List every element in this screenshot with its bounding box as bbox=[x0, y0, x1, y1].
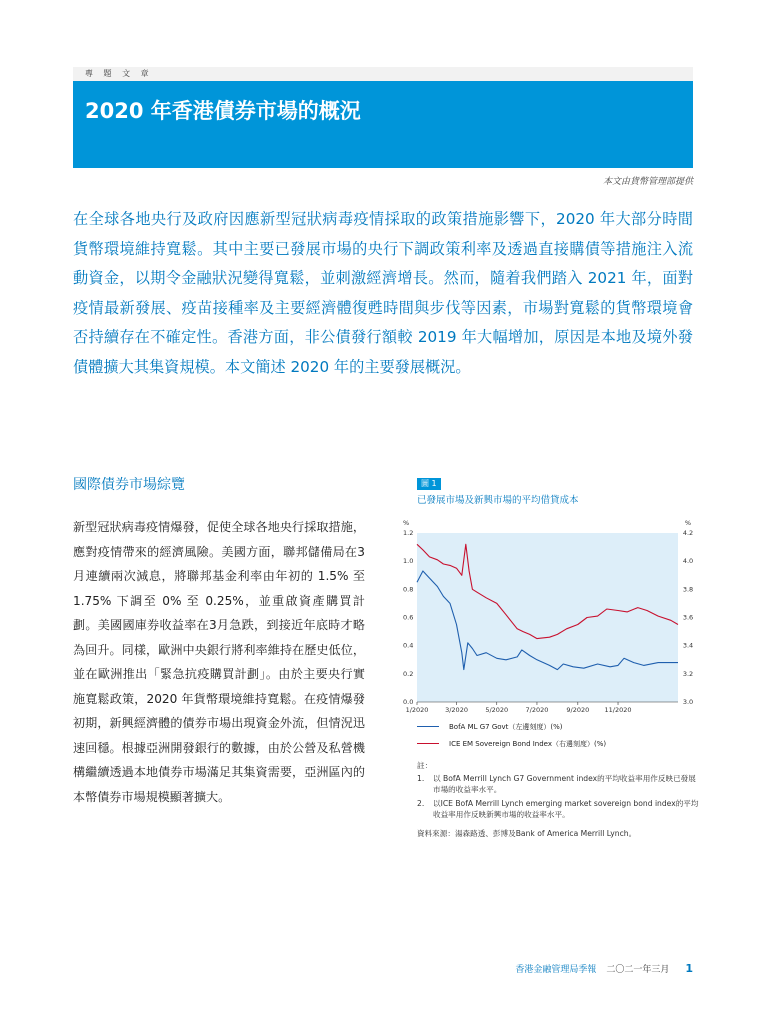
note-number: 1. bbox=[417, 774, 425, 783]
author-credit: 本文由貨幣管理部提供 bbox=[602, 177, 693, 187]
chart-legend bbox=[417, 718, 606, 752]
y-left-tick-label: 0.0 bbox=[403, 698, 414, 706]
y-right-tick-label: 3.6 bbox=[682, 613, 694, 622]
lead-paragraph: 在全球各地央行及政府因應新型冠狀病毒疫情採取的政策措施影響下，2020 年大部分時間貨幣環境維持寬鬆。其中主要已發展市場的央行下調政策利率及透過直接購債等措施注入流動資金，以期令金融狀況變得寬鬆，並刺激經濟增長。然而，隨着我們踏入 2021 年，面對疫情最新發展、疫苗接種率及主要經濟體復甦時間與步伐等因素，市場對寬鬆的貨幣環境會否持續存在不確定性。香港方面，非公債發行額較 2019 年大幅增加，原因是本地及境外發債體擴大其集資規模。本文簡述 2020 年的主要發展概況。 bbox=[73, 210, 693, 376]
y-left-tick-label: 0.8 bbox=[403, 585, 414, 594]
y-left-tick-label: 1.2 bbox=[403, 529, 414, 537]
notes-heading: 註： bbox=[417, 761, 433, 770]
x-tick-label: 3/2020 bbox=[445, 706, 468, 714]
legend-swatch-g7 bbox=[417, 726, 439, 727]
legend-item-g7 bbox=[417, 718, 606, 735]
y-right-tick-label: 3.2 bbox=[682, 669, 694, 678]
page-footer bbox=[515, 962, 693, 975]
y-right-tick-label: 4.0 bbox=[682, 557, 694, 566]
note-item bbox=[417, 798, 700, 820]
figure-source: 資料來源：湯森路透、彭博及Bank of America Merrill Lynch。 bbox=[417, 829, 637, 838]
footer-publication: 香港金融管理局季報 bbox=[515, 965, 597, 975]
y-right-tick-label: 4.2 bbox=[682, 529, 694, 537]
legend-swatch-em bbox=[417, 743, 439, 744]
section-heading: 國際債券市場綜覽 bbox=[73, 477, 185, 493]
page-number: 1 bbox=[685, 962, 693, 975]
x-tick-label: 7/2020 bbox=[525, 706, 549, 714]
note-text: 以ICE BofA Merrill Lynch emerging market sovereign bond index的平均收益率用作反映新興市場的收益率水平。 bbox=[433, 799, 699, 819]
title-banner bbox=[73, 81, 693, 168]
note-number: 2. bbox=[417, 799, 425, 808]
yield-line-chart bbox=[395, 515, 700, 715]
footer-date: 二〇二一年三月 bbox=[606, 965, 670, 975]
y-left-unit: % bbox=[403, 519, 410, 527]
plot-area bbox=[417, 533, 678, 702]
y-left-tick-label: 0.4 bbox=[403, 641, 414, 650]
x-tick-label: 1/2020 bbox=[405, 706, 429, 714]
note-text: 以 BofA Merrill Lynch G7 Government index的平均收益率用作反映已發展市場的收益率水平。 bbox=[433, 774, 696, 794]
y-right-unit: % bbox=[684, 519, 692, 527]
y-right-tick-label: 3.4 bbox=[682, 641, 694, 650]
legend-label-g7: BofA ML G7 Govt（左邊刻度）(%) bbox=[449, 722, 563, 731]
figure-notes bbox=[417, 760, 700, 839]
y-left-tick-label: 0.6 bbox=[403, 613, 414, 622]
y-right-tick-label: 3.0 bbox=[682, 698, 694, 706]
section-tag: 專 題 文 章 bbox=[73, 67, 693, 81]
page-title: 2020 年香港債券市場的概況 bbox=[85, 99, 361, 123]
x-tick-label: 11/2020 bbox=[604, 706, 632, 714]
x-tick-label: 9/2020 bbox=[566, 706, 590, 714]
legend-item-em bbox=[417, 735, 606, 752]
section-body: 新型冠狀病毒疫情爆發，促使全球各地央行採取措施，應對疫情帶來的經濟風險。美國方面，聯邦儲備局在3月連續兩次減息，將聯邦基金利率由年初的 1.5% 至 1.75% 下調至 0% 至 0.25%，並重啟資產購買計劃。美國國庫券收益率在3月急跌，到接近年底時才略為回升。同樣，歐洲中央銀行將利率維持在歷史低位，並在歐洲推出「緊急抗疫購買計劃」。由於主要央行實施寬鬆政策，2020 年貨幣環境維持寬鬆。在疫情爆發初期，新興經濟體的債券市場出現資金外流，但情況迅速回穩。根據亞洲開發銀行的數據，由於公營及私營機構繼續透過本地債券市場滿足其集資需要，亞洲區內的本幣債券市場規模顯著擴大。 bbox=[73, 520, 365, 804]
note-item bbox=[417, 773, 700, 795]
legend-label-em: ICE EM Sovereign Bond Index（右邊刻度）(%) bbox=[449, 739, 607, 748]
x-tick-label: 5/2020 bbox=[485, 706, 509, 714]
figure-label: 圖 1 bbox=[417, 478, 441, 490]
y-right-tick-label: 3.8 bbox=[682, 585, 694, 594]
figure-title: 已發展市場及新興市場的平均借貸成本 bbox=[417, 495, 579, 506]
y-left-tick-label: 0.2 bbox=[403, 669, 414, 678]
y-left-tick-label: 1.0 bbox=[403, 557, 414, 566]
